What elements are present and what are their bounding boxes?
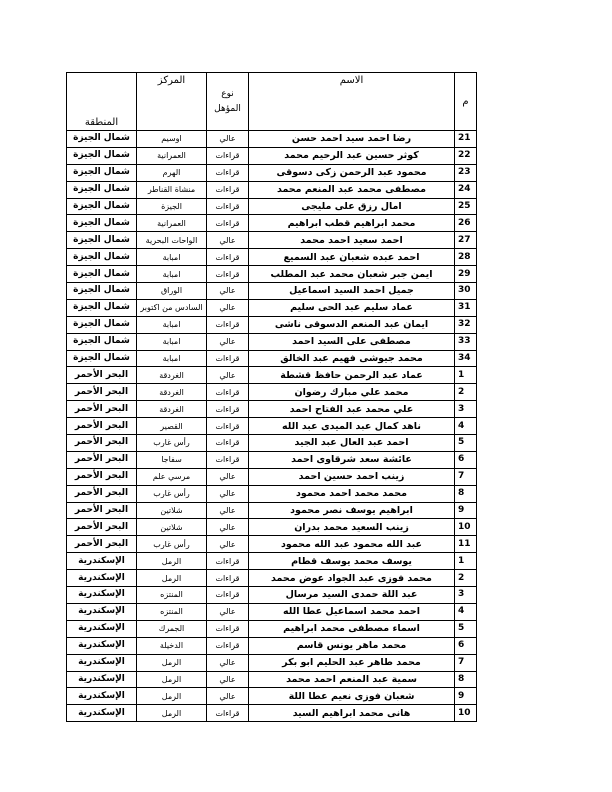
- center-cell: امبابة: [137, 266, 207, 283]
- number-cell: 2: [455, 384, 477, 401]
- table-row: [67, 181, 477, 198]
- qualification-cell: عالي: [207, 654, 249, 671]
- table-body: [67, 131, 477, 722]
- number-cell: 5: [455, 620, 477, 637]
- qualification-cell: عالي: [207, 603, 249, 620]
- region-cell: الإسكندرية: [67, 705, 137, 722]
- center-cell: الرمل: [137, 671, 207, 688]
- center-cell: الغردقة: [137, 384, 207, 401]
- table-row: [67, 131, 477, 148]
- number-cell: 4: [455, 418, 477, 435]
- number-cell: 22: [455, 147, 477, 164]
- table-row: [67, 468, 477, 485]
- center-cell: امبابة: [137, 333, 207, 350]
- number-cell: 34: [455, 350, 477, 367]
- qualification-cell: قراءات: [207, 249, 249, 266]
- region-cell: البحر الأحمر: [67, 485, 137, 502]
- number-cell: 11: [455, 536, 477, 553]
- region-cell: الإسكندرية: [67, 637, 137, 654]
- region-cell: شمال الجيزة: [67, 232, 137, 249]
- region-cell: شمال الجيزة: [67, 131, 137, 148]
- name-cell: محمود عبد الرحمن زكى دسوقى: [249, 164, 455, 181]
- number-cell: 33: [455, 333, 477, 350]
- table-row: [67, 316, 477, 333]
- number-cell: 30: [455, 283, 477, 300]
- table-row: [67, 333, 477, 350]
- number-cell: 10: [455, 705, 477, 722]
- region-cell: شمال الجيزة: [67, 249, 137, 266]
- table-row: [67, 435, 477, 452]
- number-cell: 25: [455, 198, 477, 215]
- table-row: [67, 350, 477, 367]
- region-cell: البحر الأحمر: [67, 435, 137, 452]
- table-row: [67, 164, 477, 181]
- name-cell: ناهد كمال عبد الميدى عبد الله: [249, 418, 455, 435]
- qualification-cell: عالي: [207, 299, 249, 316]
- table-row: [67, 299, 477, 316]
- center-cell: سفاجا: [137, 451, 207, 468]
- qualification-cell: قراءات: [207, 587, 249, 604]
- region-cell: شمال الجيزة: [67, 266, 137, 283]
- table-row: [67, 485, 477, 502]
- header-number: م: [455, 73, 477, 131]
- qualification-cell: عالي: [207, 131, 249, 148]
- region-cell: البحر الأحمر: [67, 519, 137, 536]
- name-cell: احمد عبد العال عبد الجيد: [249, 435, 455, 452]
- center-cell: المنتزه: [137, 587, 207, 604]
- table-row: [67, 654, 477, 671]
- name-cell: محمد طاهر عبد الحليم ابو بكر: [249, 654, 455, 671]
- name-cell: عبد اللة حمدى السيد مرسال: [249, 587, 455, 604]
- table-row: [67, 384, 477, 401]
- table-row: [67, 553, 477, 570]
- roster-table: [66, 72, 477, 722]
- table-row: [67, 587, 477, 604]
- region-cell: الإسكندرية: [67, 688, 137, 705]
- number-cell: 27: [455, 232, 477, 249]
- qualification-cell: قراءات: [207, 147, 249, 164]
- qualification-cell: قراءات: [207, 316, 249, 333]
- name-cell: عماد عبد الرحمن حافظ قشطة: [249, 367, 455, 384]
- table-row: [67, 198, 477, 215]
- region-cell: البحر الأحمر: [67, 451, 137, 468]
- name-cell: مصطفى على السيد احمد: [249, 333, 455, 350]
- qualification-cell: قراءات: [207, 620, 249, 637]
- name-cell: اسماء مصطفى محمد ابراهيم: [249, 620, 455, 637]
- number-cell: 7: [455, 654, 477, 671]
- name-cell: عبد الله محمود عبد الله محمود: [249, 536, 455, 553]
- table-row: [67, 283, 477, 300]
- table-row: [67, 671, 477, 688]
- region-cell: الإسكندرية: [67, 671, 137, 688]
- number-cell: 6: [455, 637, 477, 654]
- region-cell: شمال الجيزة: [67, 350, 137, 367]
- region-cell: شمال الجيزة: [67, 164, 137, 181]
- qualification-cell: قراءات: [207, 181, 249, 198]
- table-row: [67, 401, 477, 418]
- qualification-cell: قراءات: [207, 451, 249, 468]
- table-row: [67, 215, 477, 232]
- center-cell: الرمل: [137, 705, 207, 722]
- name-cell: احمد سعيد احمد محمد: [249, 232, 455, 249]
- table-row: [67, 232, 477, 249]
- number-cell: 28: [455, 249, 477, 266]
- table-row: [67, 418, 477, 435]
- table-row: [67, 519, 477, 536]
- table-row: [67, 688, 477, 705]
- header-center: المركز: [137, 73, 207, 131]
- center-cell: العمرانية: [137, 147, 207, 164]
- name-cell: زينب السعيد محمد بدران: [249, 519, 455, 536]
- table-row: [67, 367, 477, 384]
- center-cell: العمرانية: [137, 215, 207, 232]
- center-cell: الرمل: [137, 570, 207, 587]
- header-name: الاسم: [249, 73, 455, 131]
- header-region: المنطقة: [67, 73, 137, 131]
- name-cell: علي محمد عبد الفتاح احمد: [249, 401, 455, 418]
- qualification-cell: قراءات: [207, 266, 249, 283]
- name-cell: زينب احمد حسين احمد: [249, 468, 455, 485]
- region-cell: البحر الأحمر: [67, 418, 137, 435]
- header-qualification-line: المؤهل: [214, 103, 241, 114]
- region-cell: البحر الأحمر: [67, 468, 137, 485]
- number-cell: 31: [455, 299, 477, 316]
- center-cell: منشاة القناطر: [137, 181, 207, 198]
- center-cell: مرسي علم: [137, 468, 207, 485]
- center-cell: الغردقة: [137, 367, 207, 384]
- region-cell: الإسكندرية: [67, 570, 137, 587]
- name-cell: ايمن جبر شعبان محمد عبد المطلب: [249, 266, 455, 283]
- name-cell: كوثر حسين عبد الرحيم محمد: [249, 147, 455, 164]
- qualification-cell: عالي: [207, 519, 249, 536]
- qualification-cell: عالي: [207, 536, 249, 553]
- qualification-cell: قراءات: [207, 418, 249, 435]
- qualification-cell: عالي: [207, 468, 249, 485]
- region-cell: شمال الجيزة: [67, 147, 137, 164]
- name-cell: رضا احمد سيد احمد حسن: [249, 131, 455, 148]
- name-cell: ابراهيم يوسف نصر محمود: [249, 502, 455, 519]
- qualification-cell: عالي: [207, 502, 249, 519]
- qualification-cell: قراءات: [207, 350, 249, 367]
- qualification-cell: قراءات: [207, 637, 249, 654]
- name-cell: محمد علي مبارك رضوان: [249, 384, 455, 401]
- center-cell: الرمل: [137, 553, 207, 570]
- qualification-cell: قراءات: [207, 553, 249, 570]
- name-cell: عماد سليم عبد الحى سليم: [249, 299, 455, 316]
- center-cell: الوراق: [137, 283, 207, 300]
- center-cell: الغردقة: [137, 401, 207, 418]
- header-qualification-line: نوع: [221, 88, 234, 99]
- center-cell: رأس غارب: [137, 435, 207, 452]
- qualification-cell: قراءات: [207, 401, 249, 418]
- region-cell: الإسكندرية: [67, 553, 137, 570]
- center-cell: القصير: [137, 418, 207, 435]
- number-cell: 7: [455, 468, 477, 485]
- name-cell: ايمان عبد المنعم الدسوقى ناشى: [249, 316, 455, 333]
- number-cell: 23: [455, 164, 477, 181]
- table-row: [67, 536, 477, 553]
- number-cell: 2: [455, 570, 477, 587]
- region-cell: شمال الجيزة: [67, 181, 137, 198]
- table-row: [67, 147, 477, 164]
- number-cell: 1: [455, 367, 477, 384]
- region-cell: البحر الأحمر: [67, 401, 137, 418]
- region-cell: الإسكندرية: [67, 587, 137, 604]
- number-cell: 3: [455, 401, 477, 418]
- qualification-cell: عالي: [207, 688, 249, 705]
- name-cell: جميل احمد السيد اسماعيل: [249, 283, 455, 300]
- region-cell: شمال الجيزة: [67, 215, 137, 232]
- qualification-cell: قراءات: [207, 570, 249, 587]
- number-cell: 26: [455, 215, 477, 232]
- center-cell: اوسيم: [137, 131, 207, 148]
- region-cell: الإسكندرية: [67, 620, 137, 637]
- table-row: [67, 637, 477, 654]
- number-cell: 32: [455, 316, 477, 333]
- number-cell: 6: [455, 451, 477, 468]
- table-row: [67, 705, 477, 722]
- region-cell: الإسكندرية: [67, 603, 137, 620]
- center-cell: المنتزه: [137, 603, 207, 620]
- table-row: [67, 266, 477, 283]
- name-cell: امال رزق على مليجى: [249, 198, 455, 215]
- header-qualification: [207, 73, 249, 131]
- qualification-cell: عالي: [207, 485, 249, 502]
- number-cell: 1: [455, 553, 477, 570]
- region-cell: البحر الأحمر: [67, 502, 137, 519]
- center-cell: الجمرك: [137, 620, 207, 637]
- center-cell: الرمل: [137, 654, 207, 671]
- center-cell: شلاتين: [137, 519, 207, 536]
- qualification-cell: عالي: [207, 232, 249, 249]
- center-cell: الرمل: [137, 688, 207, 705]
- region-cell: شمال الجيزة: [67, 283, 137, 300]
- table-row: [67, 620, 477, 637]
- name-cell: محمد محمد احمد محمود: [249, 485, 455, 502]
- qualification-cell: قراءات: [207, 705, 249, 722]
- center-cell: شلاتين: [137, 502, 207, 519]
- number-cell: 3: [455, 587, 477, 604]
- number-cell: 4: [455, 603, 477, 620]
- qualification-cell: قراءات: [207, 384, 249, 401]
- center-cell: امبابة: [137, 350, 207, 367]
- table-header: [67, 73, 477, 131]
- region-cell: الإسكندرية: [67, 654, 137, 671]
- name-cell: محمد ماهر يونس قاسم: [249, 637, 455, 654]
- name-cell: محمد فوزى عبد الجواد عوض محمد: [249, 570, 455, 587]
- region-cell: شمال الجيزة: [67, 198, 137, 215]
- region-cell: البحر الأحمر: [67, 367, 137, 384]
- name-cell: هانى محمد ابراهيم السيد: [249, 705, 455, 722]
- number-cell: 9: [455, 688, 477, 705]
- center-cell: الدخيلة: [137, 637, 207, 654]
- qualification-cell: عالي: [207, 333, 249, 350]
- number-cell: 10: [455, 519, 477, 536]
- name-cell: محمد جيوشى فهيم عبد الخالق: [249, 350, 455, 367]
- name-cell: محمد ابراهيم قطب ابراهيم: [249, 215, 455, 232]
- qualification-cell: عالي: [207, 671, 249, 688]
- center-cell: السادس من اكتوبر: [137, 299, 207, 316]
- number-cell: 29: [455, 266, 477, 283]
- number-cell: 5: [455, 435, 477, 452]
- qualification-cell: قراءات: [207, 435, 249, 452]
- center-cell: امبابة: [137, 316, 207, 333]
- name-cell: يوسف محمد يوسف قطام: [249, 553, 455, 570]
- number-cell: 8: [455, 485, 477, 502]
- name-cell: احمد محمد اسماعيل عطا الله: [249, 603, 455, 620]
- name-cell: احمد عبده شعبان عبد السميع: [249, 249, 455, 266]
- number-cell: 9: [455, 502, 477, 519]
- table-row: [67, 570, 477, 587]
- name-cell: مصطفى محمد عبد المنعم محمد: [249, 181, 455, 198]
- number-cell: 21: [455, 131, 477, 148]
- center-cell: رأس غارب: [137, 536, 207, 553]
- name-cell: شعبان فوزى نعيم عطا اللة: [249, 688, 455, 705]
- center-cell: الواحات البحرية: [137, 232, 207, 249]
- table-row: [67, 603, 477, 620]
- qualification-cell: قراءات: [207, 215, 249, 232]
- region-cell: شمال الجيزة: [67, 316, 137, 333]
- header-qualification-text: [214, 89, 241, 114]
- table-row: [67, 502, 477, 519]
- header-row: [67, 73, 477, 131]
- table-row: [67, 249, 477, 266]
- region-cell: البحر الأحمر: [67, 384, 137, 401]
- name-cell: سمية عبد المنعم احمد محمد: [249, 671, 455, 688]
- qualification-cell: قراءات: [207, 164, 249, 181]
- qualification-cell: عالي: [207, 367, 249, 384]
- table-row: [67, 451, 477, 468]
- region-cell: شمال الجيزة: [67, 333, 137, 350]
- number-cell: 24: [455, 181, 477, 198]
- center-cell: الجيزة: [137, 198, 207, 215]
- center-cell: امبابة: [137, 249, 207, 266]
- qualification-cell: قراءات: [207, 198, 249, 215]
- region-cell: البحر الأحمر: [67, 536, 137, 553]
- number-cell: 8: [455, 671, 477, 688]
- name-cell: عائشة سعد شرقاوى احمد: [249, 451, 455, 468]
- qualification-cell: عالي: [207, 283, 249, 300]
- center-cell: رأس غارب: [137, 485, 207, 502]
- region-cell: شمال الجيزة: [67, 299, 137, 316]
- center-cell: الهرم: [137, 164, 207, 181]
